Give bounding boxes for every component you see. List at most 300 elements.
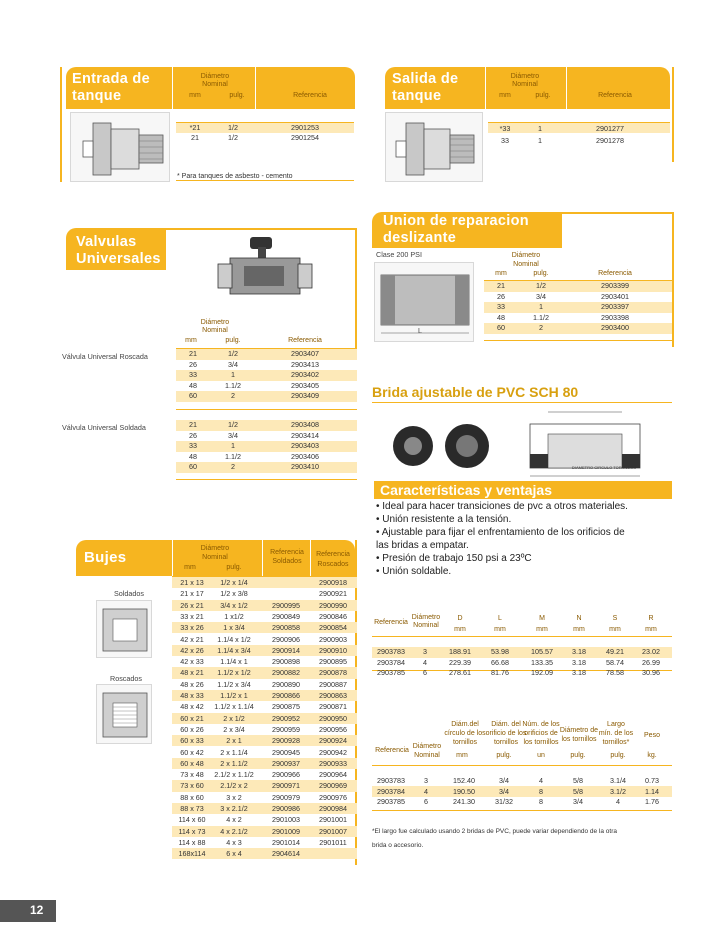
bujes-cell: 2900863 bbox=[319, 691, 347, 700]
t2-cell: 3.1/2 bbox=[610, 786, 626, 796]
valvulas-cell: 60 bbox=[189, 462, 197, 471]
valvulas-cell: 2903403 bbox=[291, 441, 319, 450]
t2-cell: 4 bbox=[616, 797, 620, 806]
union-cell: 3/4 bbox=[536, 291, 546, 301]
bujes-cell: 2900990 bbox=[319, 600, 347, 610]
bujes-cell: 26 x 21 bbox=[180, 600, 204, 610]
bujes-title: Bujes bbox=[84, 549, 127, 566]
salida-title-1: Salida de bbox=[392, 71, 459, 87]
bujes-cell: 2900945 bbox=[272, 747, 300, 757]
t1-cell: 4 bbox=[423, 657, 427, 667]
valvulas-cell: 26 bbox=[189, 359, 197, 369]
t1-cell: 3.18 bbox=[572, 668, 586, 677]
bujes-cell: 1.1/4 x 3/4 bbox=[217, 645, 251, 655]
salida-cell: 2901278 bbox=[596, 136, 624, 145]
entrada-cell: 1/2 bbox=[228, 133, 238, 142]
bujes-h-mm: mm bbox=[184, 564, 196, 571]
t1-unit: mm bbox=[494, 626, 506, 633]
entrada-cell: 1/2 bbox=[228, 123, 238, 132]
bujes-cell: 2900854 bbox=[319, 623, 347, 633]
t2-unit: mm bbox=[456, 752, 468, 759]
t1-unit: mm bbox=[645, 626, 657, 633]
valvulas-cell: 48 bbox=[189, 380, 197, 390]
t2-h-largo: mín. de los bbox=[598, 730, 634, 737]
t1-h-d: D bbox=[457, 615, 463, 622]
bujes-cell: 2 x 1.1/2 bbox=[220, 758, 248, 768]
union-cell: 33 bbox=[497, 302, 505, 311]
bujes-cell: 2900918 bbox=[319, 578, 347, 587]
bujes-h-ref-r-1: Referencia bbox=[316, 551, 350, 558]
salida-cell: 1 bbox=[538, 124, 542, 133]
bullet-item: • Ideal para hacer transiciones de pvc a otros materiales. bbox=[376, 501, 628, 512]
bujes-cell: 2900956 bbox=[319, 724, 347, 734]
union-cell: 1.1/2 bbox=[533, 312, 549, 322]
bullet-item: las bridas a empatar. bbox=[376, 540, 469, 551]
salida-h-ref: Referencia bbox=[598, 92, 632, 99]
union-cell: 60 bbox=[497, 323, 505, 332]
bujes-cell: 42 x 26 bbox=[180, 645, 204, 655]
valvulas-cell: 1/2 bbox=[228, 349, 238, 358]
valvulas-cell: 2903410 bbox=[291, 462, 319, 471]
union-cell: 2903397 bbox=[601, 302, 629, 311]
valvulas-cell: 1/2 bbox=[228, 420, 238, 429]
bullet-item: • Ajustable para fijar el enfrentamiento de los orificios de bbox=[376, 527, 625, 538]
page-number-tab bbox=[0, 900, 56, 922]
valvulas-cell: 2903414 bbox=[291, 430, 319, 440]
bujes-cell: 4 x 2.1/2 bbox=[220, 826, 248, 836]
bujes-label-roscados: Roscados bbox=[110, 674, 142, 683]
salida-cell: 2901277 bbox=[596, 124, 624, 133]
bujes-cell: 2900971 bbox=[272, 781, 300, 791]
t1-cell: 30.96 bbox=[642, 668, 660, 677]
t2-cell: 2903784 bbox=[377, 786, 405, 796]
union-cell: 21 bbox=[497, 281, 505, 290]
t2-h-diam-2: Nominal bbox=[414, 752, 440, 759]
bujes-cell: 3 x 2 bbox=[226, 792, 242, 802]
t2-cell: 3 bbox=[424, 776, 428, 785]
bujes-cell: 2900882 bbox=[272, 668, 300, 678]
bujes-cell: 2900959 bbox=[272, 724, 300, 734]
entrada-h-ref: Referencia bbox=[293, 92, 327, 99]
entrada-title-2: tanque bbox=[72, 88, 122, 104]
t2-h-num: los tornillos bbox=[523, 739, 559, 746]
bujes-cell: 2900928 bbox=[272, 736, 300, 746]
valvulas-cell: 1 bbox=[231, 441, 235, 450]
valvulas-cell: 1 bbox=[231, 370, 235, 379]
valvulas-h-diam-1: Diámetro bbox=[200, 319, 230, 326]
divider bbox=[172, 67, 173, 109]
salida-right-line bbox=[672, 67, 674, 162]
t2-h-orif: tornillos bbox=[493, 739, 519, 746]
bujes-soldado-figure bbox=[96, 600, 152, 658]
t2-cell: 1.76 bbox=[645, 797, 659, 806]
valvulas-cell: 2903406 bbox=[291, 451, 319, 461]
union-figure bbox=[374, 262, 474, 342]
valvulas-h-mm: mm bbox=[185, 337, 197, 344]
t2-cell: 1.14 bbox=[645, 786, 659, 796]
t2-h-num: orificios de bbox=[524, 730, 558, 737]
union-cell: 26 bbox=[497, 291, 505, 301]
bujes-cell: 2900890 bbox=[272, 679, 300, 689]
bujes-cell: 2900979 bbox=[272, 792, 300, 802]
valvulas-cell: 3/4 bbox=[228, 430, 238, 440]
t2-cell: 8 bbox=[539, 797, 543, 806]
t2-h-peso: Peso bbox=[644, 732, 660, 739]
bujes-cell: 114 x 88 bbox=[178, 837, 206, 847]
t2-cell: 5/8 bbox=[573, 776, 583, 785]
salida-title-2: tanque bbox=[392, 88, 442, 104]
entrada-cell: 21 bbox=[191, 133, 199, 142]
bujes-h-diam-2: Nominal bbox=[202, 554, 228, 561]
t2-cell: 3.1/4 bbox=[610, 776, 626, 785]
bujes-cell: 2900952 bbox=[272, 713, 300, 723]
t2-cell: 2903783 bbox=[377, 776, 405, 785]
caracteristicas-title: Características y ventajas bbox=[380, 482, 552, 498]
bujes-cell: 1.1/2 x 1 bbox=[220, 691, 248, 700]
t2-h-diam-1: Diámetro bbox=[412, 743, 442, 750]
brida-footnote-2: brida o accesorio. bbox=[372, 842, 424, 849]
bujes-roscado-figure bbox=[96, 684, 152, 744]
bujes-cell: 2900995 bbox=[272, 600, 300, 610]
union-title-1: Union de reparacion bbox=[383, 213, 529, 229]
bujes-cell: 2900878 bbox=[319, 668, 347, 678]
bujes-cell: 60 x 26 bbox=[180, 724, 204, 734]
bujes-cell: 1.1/4 x 1 bbox=[220, 657, 248, 667]
t1-cell: 2903783 bbox=[377, 647, 405, 656]
bujes-cell: 60 x 42 bbox=[180, 747, 204, 757]
bujes-h-diam-1: Diámetro bbox=[200, 545, 230, 552]
entrada-h-diam-1: Diámetro bbox=[200, 73, 230, 80]
bujes-cell: 4 x 2 bbox=[226, 815, 242, 825]
t1-cell: 6 bbox=[423, 668, 427, 677]
bujes-cell: 60 x 48 bbox=[180, 758, 204, 768]
salida-figure bbox=[385, 112, 483, 182]
divider bbox=[255, 67, 256, 109]
bujes-cell: 2900933 bbox=[319, 758, 347, 768]
bujes-cell: 2900898 bbox=[272, 657, 300, 667]
bujes-cell: 48 x 21 bbox=[180, 668, 204, 678]
valvulas-cell: 2903405 bbox=[291, 380, 319, 390]
bullet-item: • Unión resistente a la tensión. bbox=[376, 514, 512, 525]
bujes-cell: 73 x 48 bbox=[180, 770, 204, 780]
entrada-note: * Para tanques de asbesto - cemento bbox=[177, 173, 293, 180]
valvulas-figure bbox=[210, 232, 320, 312]
bujes-cell: 3 x 2.1/2 bbox=[220, 804, 248, 813]
bujes-cell: 2900942 bbox=[319, 747, 347, 757]
bujes-cell: 2901001 bbox=[319, 815, 347, 825]
bujes-cell: 1 x 3/4 bbox=[223, 623, 245, 633]
t2-h-orif: Diám. del bbox=[491, 721, 521, 728]
t1-h-s: S bbox=[612, 615, 618, 622]
t1-cell: 2903784 bbox=[377, 657, 405, 667]
t2-cell: 4 bbox=[424, 786, 428, 796]
union-title-2: deslizante bbox=[383, 230, 457, 246]
t1-cell: 58.74 bbox=[606, 657, 624, 667]
union-h-diam-2: Nominal bbox=[513, 261, 539, 268]
bujes-cell: 88 x 60 bbox=[180, 792, 204, 802]
t1-h-diam: Diámetro Nominal bbox=[411, 614, 441, 629]
bujes-h-pulg: pulg. bbox=[226, 564, 242, 571]
t1-cell: 81.76 bbox=[491, 668, 509, 677]
entrada-figure bbox=[70, 112, 170, 182]
union-cell: 48 bbox=[497, 312, 505, 322]
brida-photo bbox=[385, 420, 495, 472]
bujes-cell: 4 x 3 bbox=[226, 837, 242, 847]
t2-h-ref: Referencia bbox=[375, 747, 409, 754]
bujes-cell: 60 x 33 bbox=[180, 736, 204, 746]
bujes-cell: 2904614 bbox=[272, 849, 300, 859]
t1-cell: 278.61 bbox=[449, 668, 471, 677]
bujes-cell: 73 x 60 bbox=[180, 781, 204, 791]
t2-cell: 5/8 bbox=[573, 786, 583, 796]
bujes-cell: 2900849 bbox=[272, 611, 300, 621]
t2-h-orif: orificio de los bbox=[485, 730, 527, 737]
t2-cell: 190.50 bbox=[453, 786, 475, 796]
bujes-cell: 33 x 26 bbox=[180, 623, 204, 633]
valvulas-h-pulg: pulg. bbox=[225, 337, 241, 344]
bujes-cell: 48 x 26 bbox=[180, 679, 204, 689]
t1-h-n: N bbox=[576, 615, 582, 622]
t1-cell: 49.21 bbox=[606, 647, 624, 656]
salida-cell: *33 bbox=[499, 124, 511, 133]
union-right-line bbox=[672, 212, 674, 347]
bujes-cell bbox=[262, 577, 310, 588]
valvulas-cell: 2 bbox=[231, 462, 235, 471]
bujes-cell: 2.1/2 x 2 bbox=[220, 781, 248, 791]
bujes-cell: 2900986 bbox=[272, 804, 300, 813]
t2-cell: 8 bbox=[539, 786, 543, 796]
t1-cell: 23.02 bbox=[642, 647, 660, 656]
union-cell: 1/2 bbox=[536, 281, 546, 290]
t1-cell: 78.58 bbox=[606, 668, 624, 677]
valvulas-label-soldada: Válvula Universal Soldada bbox=[62, 423, 146, 432]
entrada-h-mm: mm bbox=[189, 92, 201, 99]
union-cell: 2903401 bbox=[601, 291, 629, 301]
valvulas-cell: 1.1/2 bbox=[225, 380, 241, 390]
t2-h-num: Núm. de los bbox=[522, 721, 560, 728]
bujes-cell: 2900887 bbox=[319, 679, 347, 689]
valvulas-cell: 2903408 bbox=[291, 420, 319, 429]
valvulas-cell: 33 bbox=[189, 441, 197, 450]
t1-h-r: R bbox=[648, 615, 654, 622]
bujes-cell: 2901011 bbox=[319, 837, 347, 847]
t2-cell: 6 bbox=[424, 797, 428, 806]
t2-unit: pulg. bbox=[570, 752, 586, 759]
t1-h-l: L bbox=[498, 615, 502, 622]
bujes-cell: 2900937 bbox=[272, 758, 300, 768]
t2-unit: kg. bbox=[647, 752, 657, 759]
t2-cell: 3/4 bbox=[573, 797, 583, 806]
bujes-cell: 1/2 x 1/4 bbox=[220, 578, 248, 587]
t2-h-circ: Diám.del bbox=[451, 721, 479, 728]
t1-cell: 26.99 bbox=[642, 657, 660, 667]
bujes-cell: 2.1/2 x 1.1/2 bbox=[214, 770, 254, 780]
bujes-cell: 114 x 60 bbox=[178, 815, 206, 825]
bujes-cell: 2900858 bbox=[272, 623, 300, 633]
valvulas-label-roscada: Válvula Universal Roscada bbox=[62, 352, 148, 361]
t1-cell: 3 bbox=[423, 647, 427, 656]
valvulas-h-diam-2: Nominal bbox=[202, 327, 228, 334]
entrada-left-line bbox=[60, 67, 62, 182]
entrada-cell: 2901254 bbox=[291, 133, 319, 142]
union-h-pulg: pulg. bbox=[533, 270, 549, 277]
t1-unit: mm bbox=[573, 626, 585, 633]
salida-cell: 33 bbox=[501, 136, 509, 145]
bujes-cell: 2901009 bbox=[272, 826, 300, 836]
bujes-cell: 2900924 bbox=[319, 736, 347, 746]
bujes-cell: 88 x 73 bbox=[180, 804, 204, 813]
valvulas-cell: 1.1/2 bbox=[225, 451, 241, 461]
valvulas-cell: 21 bbox=[189, 420, 197, 429]
bujes-h-ref-s-2: Soldados bbox=[272, 558, 302, 565]
t1-unit: mm bbox=[609, 626, 621, 633]
valvulas-cell: 60 bbox=[189, 391, 197, 400]
bujes-cell: 48 x 33 bbox=[180, 691, 204, 700]
t1-cell: 2903785 bbox=[377, 668, 405, 677]
t1-h-m: M bbox=[539, 615, 545, 622]
t2-h-dtorn: los tornillos bbox=[561, 736, 597, 743]
t2-cell: 4 bbox=[539, 776, 543, 785]
divider bbox=[485, 67, 486, 109]
t1-h-ref: Referencia bbox=[374, 619, 408, 626]
brida-title: Brida ajustable de PVC SCH 80 bbox=[372, 384, 579, 400]
bujes-cell: 2900866 bbox=[272, 691, 300, 700]
divider bbox=[566, 67, 567, 109]
valvulas-cell: 48 bbox=[189, 451, 197, 461]
bujes-cell: 1/2 x 3/8 bbox=[220, 589, 248, 599]
bujes-cell: 60 x 21 bbox=[180, 713, 204, 723]
bujes-cell: 1.1/2 x 3/4 bbox=[217, 679, 251, 689]
t1-unit: mm bbox=[454, 626, 466, 633]
salida-h-pulg: pulg. bbox=[535, 92, 551, 99]
union-cell: 2903399 bbox=[601, 281, 629, 290]
bujes-cell: 1 x1/2 bbox=[224, 611, 244, 621]
bujes-cell: 2900910 bbox=[319, 645, 347, 655]
bujes-cell: 1.1/4 x 1/2 bbox=[217, 634, 251, 644]
bujes-cell: 2900966 bbox=[272, 770, 300, 780]
salida-h-diam-1: Diámetro bbox=[510, 73, 540, 80]
bujes-cell: 2900895 bbox=[319, 657, 347, 667]
salida-h-mm: mm bbox=[499, 92, 511, 99]
t2-unit: un bbox=[537, 752, 545, 759]
union-fig-label: L bbox=[418, 326, 422, 335]
bujes-cell: 2 x 1/2 bbox=[223, 713, 245, 723]
union-clase: Clase 200 PSI bbox=[376, 250, 422, 259]
bujes-cell: 2 x 1.1/4 bbox=[220, 747, 248, 757]
bujes-cell: 2 x 3/4 bbox=[223, 724, 245, 734]
brida-drawing-label: DIAMETRO CIRCULO TORNILLOS bbox=[572, 465, 636, 470]
valvulas-cell: 2 bbox=[231, 391, 235, 400]
bujes-cell: 21 x 17 bbox=[180, 589, 204, 599]
t2-cell: 152.40 bbox=[453, 776, 475, 785]
bujes-cell: 2900964 bbox=[319, 770, 347, 780]
entrada-title-1: Entrada de bbox=[72, 71, 150, 87]
salida-cell: 1 bbox=[538, 136, 542, 145]
valvulas-h-ref: Referencia bbox=[288, 337, 322, 344]
union-h-ref: Referencia bbox=[598, 270, 632, 277]
union-cell: 2903398 bbox=[601, 312, 629, 322]
t1-cell: 3.18 bbox=[572, 647, 586, 656]
bujes-cell: 3/4 x 1/2 bbox=[220, 600, 248, 610]
valvulas-right-line bbox=[355, 228, 357, 348]
page-number: 12 bbox=[30, 903, 44, 917]
entrada-cell: 2901253 bbox=[291, 123, 319, 132]
t1-unit: mm bbox=[536, 626, 548, 633]
union-cell: 2 bbox=[539, 323, 543, 332]
bujes-cell: 42 x 21 bbox=[180, 634, 204, 644]
union-h-mm: mm bbox=[495, 270, 507, 277]
t2-h-circ: tornillos bbox=[452, 739, 478, 746]
bujes-cell: 2901007 bbox=[319, 826, 347, 836]
bujes-cell: 114 x 73 bbox=[178, 826, 206, 836]
valvulas-cell: 33 bbox=[189, 370, 197, 379]
t2-h-largo: tornillos* bbox=[602, 739, 630, 746]
bujes-cell: 42 x 33 bbox=[180, 657, 204, 667]
t1-cell: 53.98 bbox=[491, 647, 509, 656]
bujes-cell: 1.1/2 x 1.1/4 bbox=[214, 702, 254, 712]
bujes-cell: 2900875 bbox=[272, 702, 300, 712]
bujes-cell: 168x114 bbox=[178, 849, 206, 859]
t1-cell: 133.35 bbox=[531, 657, 553, 667]
bujes-cell: 6 x 4 bbox=[226, 849, 242, 859]
bullet-item: • Presión de trabajo 150 psi a 23ºC bbox=[376, 553, 532, 564]
valvulas-cell: 2903413 bbox=[291, 359, 319, 369]
valvulas-cell: 26 bbox=[189, 430, 197, 440]
bullet-item: • Unión soldable. bbox=[376, 566, 452, 577]
bujes-h-ref-s-1: Referencia bbox=[270, 549, 304, 556]
bujes-cell: 2901014 bbox=[272, 837, 300, 847]
bujes-cell: 2900846 bbox=[319, 611, 347, 621]
t2-cell: 2903785 bbox=[377, 797, 405, 806]
bujes-cell: 2900976 bbox=[319, 792, 347, 802]
bujes-cell: 21 x 13 bbox=[180, 578, 204, 587]
t2-cell: 241.30 bbox=[453, 797, 475, 806]
bujes-cell: 2900969 bbox=[319, 781, 347, 791]
bujes-h-ref-r-2: Roscados bbox=[317, 561, 349, 568]
bujes-cell: 2900906 bbox=[272, 634, 300, 644]
t1-cell: 188.91 bbox=[449, 647, 471, 656]
t1-cell: 66.68 bbox=[491, 657, 509, 667]
bujes-cell: 2900950 bbox=[319, 713, 347, 723]
brida-footnote-1: *El largo fue calculado usando 2 bridas de PVC, puede variar dependiendo de la otra bbox=[372, 828, 618, 835]
salida-h-diam-2: Nominal bbox=[512, 81, 538, 88]
t2-h-dtorn: Diámetro de bbox=[559, 727, 599, 734]
valvulas-cell: 3/4 bbox=[228, 359, 238, 369]
valvulas-cell: 2903407 bbox=[291, 349, 319, 358]
bujes-cell: 2 x 1 bbox=[226, 736, 242, 746]
t2-h-largo: Largo bbox=[607, 721, 625, 728]
bujes-cell: 2900914 bbox=[272, 645, 300, 655]
valvulas-title-1: Valvulas bbox=[76, 234, 137, 250]
bujes-cell: 2900921 bbox=[319, 589, 347, 599]
bujes-cell bbox=[262, 588, 310, 599]
bujes-cell: 2900871 bbox=[319, 702, 347, 712]
entrada-cell: *21 bbox=[189, 123, 201, 132]
valvulas-cell: 2903409 bbox=[291, 391, 319, 400]
valvulas-title-2: Universales bbox=[76, 251, 161, 267]
t2-unit: pulg. bbox=[610, 752, 626, 759]
valvulas-cell: 21 bbox=[189, 349, 197, 358]
union-cell: 1 bbox=[539, 302, 543, 311]
t2-cell: 0.73 bbox=[645, 776, 659, 785]
t1-cell: 229.39 bbox=[449, 657, 471, 667]
t2-cell: 3/4 bbox=[499, 776, 509, 785]
union-cell: 2903400 bbox=[601, 323, 629, 332]
t2-h-circ: círculo de los bbox=[444, 730, 486, 737]
bujes-cell bbox=[310, 848, 356, 859]
valvulas-cell: 2903402 bbox=[291, 370, 319, 379]
bujes-cell: 1.1/2 x 1/2 bbox=[217, 668, 251, 678]
